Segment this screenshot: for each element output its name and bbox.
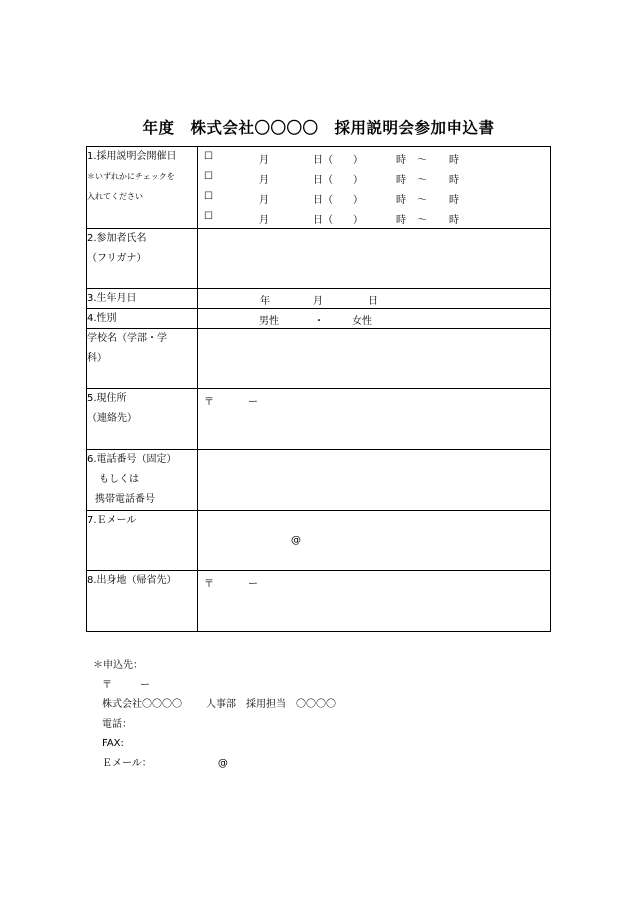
gender-label: 4.性別 [87,313,117,324]
phone-label: 6.電話番号（固定） [87,454,177,465]
phone-sub-label-2: 携帯電話番号 [95,494,155,505]
table-row-name [87,229,551,289]
hometown-input-cell[interactable]: 〒 ー [198,571,551,632]
session-option-1: ☐ 月 日（ ） 時 〜 時 [204,151,459,166]
session-option-2: ☐ 月 日（ ） 時 〜 時 [204,171,459,186]
name-label-cell [87,229,198,289]
contact-footer [93,656,336,773]
table-row-gender [87,309,551,329]
footer-fax: FAX: [102,738,124,749]
phone-sub-label-1: もしくは [99,474,139,485]
hometown-label: 8.出身地（帰省先） [87,575,177,586]
checkbox-icon[interactable]: ☐ [204,191,213,202]
gender-label-cell [87,309,198,329]
session-label-cell [87,147,198,229]
name-furigana-label: （フリガナ） [87,253,147,264]
school-label-2: 科） [87,353,107,364]
phone-label-cell [87,450,198,511]
footer-postal-line: 〒 ー [102,679,150,691]
table-row-hometown [87,571,551,632]
address-input-cell[interactable]: 〒 ー [198,389,551,450]
checkbox-icon[interactable]: ☐ [204,171,213,182]
table-row-birth [87,289,551,309]
session-note-2: 入れてください [87,192,143,201]
footer-email-line [93,754,336,774]
address-label: 5.現住所 [87,393,127,404]
email-label: 7.Ｅメール [87,515,137,526]
footer-company-line [93,695,336,715]
postal-mark-icon: 〒 [204,397,214,408]
session-label: 1.採用説明会開催日 [87,151,177,162]
birth-input-cell[interactable]: 年 月 日 [198,289,551,309]
footer-email-label: Ｅメール： [102,757,152,769]
address-label-cell [87,389,198,450]
application-form-table [86,146,551,632]
table-row-school [87,329,551,389]
checkbox-icon[interactable]: ☐ [204,211,213,222]
gender-male-option[interactable]: 男性 [259,316,279,327]
school-label-1: 学校名（学部・学 [87,333,167,344]
gender-input-cell[interactable]: 男性 ・ 女性 [198,309,551,329]
school-input-cell[interactable] [198,329,551,389]
table-row-email [87,511,551,571]
session-value-cell [198,147,551,229]
gender-female-option[interactable]: 女性 [352,316,372,327]
birth-label-cell [87,289,198,309]
table-row-session [87,147,551,229]
session-option-3: ☐ 月 日（ ） 時 〜 時 [204,191,459,206]
at-sign: @ [217,757,228,769]
address-sub-label: （連絡先） [87,413,137,424]
phone-input-cell[interactable] [198,450,551,511]
at-sign: @ [291,535,301,546]
postal-mark-icon: 〒 [102,679,112,691]
table-row-address [87,389,551,450]
table-row-phone [87,450,551,511]
session-option-4: ☐ 月 日（ ） 時 〜 時 [204,211,459,226]
name-label: 2.参加者氏名 [87,233,147,244]
footer-tel: 電話： [102,718,132,730]
email-input-cell[interactable] [198,511,551,571]
footer-dept: 人事部 採用担当 〇〇〇〇 [206,699,336,710]
checkbox-icon[interactable]: ☐ [204,151,213,162]
session-note-1: ＊いずれかにチェックを [87,172,175,181]
birth-label: 3.生年月日 [87,293,137,304]
school-label-cell [87,329,198,389]
footer-company: 株式会社〇〇〇〇 [102,699,182,710]
postal-mark-icon: 〒 [204,579,214,590]
email-label-cell [87,511,198,571]
page-title: 年度 株式会社〇〇〇〇 採用説明会参加申込書 [142,119,495,137]
footer-heading: ＊申込先： [93,660,143,671]
hometown-label-cell [87,571,198,632]
name-input-cell[interactable] [198,229,551,289]
